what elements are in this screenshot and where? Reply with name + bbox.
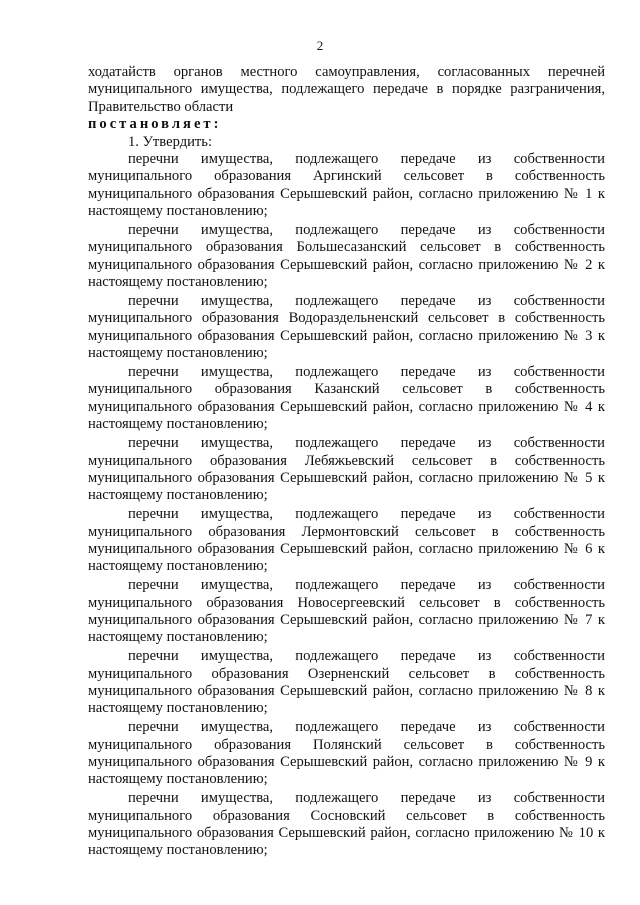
list-item: перечни имущества, подлежащего передаче из собственности муниципального образования Лебяжьевский сельсовет в собственность муниципального образования Серышевский район, согласно приложению № 5 к настоящему постановлению; bbox=[88, 435, 605, 504]
list-item: перечни имущества, подлежащего передаче из собственности муниципального образования Полянский сельсовет в собственность муниципального образования Серышевский район, согласно приложению № 9 к настоящему постановлению; bbox=[88, 719, 605, 788]
list-item: перечни имущества, подлежащего передаче из собственности муниципального образования Новосергеевский сельсовет в собственность муниципального образования Серышевский район, согласно приложению № 7 к настоящему постановлению; bbox=[88, 577, 605, 646]
list-item: перечни имущества, подлежащего передаче из собственности муниципального образования Сосновский сельсовет в собственность муниципального образования Серышевский район, согласно приложению № 10 к настоящему постановлению; bbox=[88, 790, 605, 859]
list-item: перечни имущества, подлежащего передаче из собственности муниципального образования Большесазанский сельсовет в собственность муниципального образования Серышевский район, согласно приложению № 2 к настоящему постановлению; bbox=[88, 222, 605, 291]
list-item: перечни имущества, подлежащего передаче из собственности муниципального образования Водораздельненский сельсовет в собственность муниципального образования Серышевский район, согласно приложению № 3 к настоящему постановлению; bbox=[88, 293, 605, 362]
list-item: перечни имущества, подлежащего передаче из собственности муниципального образования Казанский сельсовет в собственность муниципального образования Серышевский район, согласно приложению № 4 к настоящему постановлению; bbox=[88, 364, 605, 433]
intro-paragraph: ходатайств органов местного самоуправления, согласованных перечней муниципального имущества, подлежащего передаче в порядке разграничения, Правительство области bbox=[88, 64, 605, 115]
point-1-heading: 1. Утвердить: bbox=[128, 133, 213, 150]
list-item: перечни имущества, подлежащего передаче из собственности муниципального образования Аргинский сельсовет в собственность муниципального образования Серышевский район, согласно приложению № 1 к настоящему постановлению; bbox=[88, 151, 605, 220]
page-number: 2 bbox=[316, 38, 324, 53]
list-item: перечни имущества, подлежащего передаче из собственности муниципального образования Лермонтовский сельсовет в собственность муниципального образования Серышевский район, согласно приложению № 6 к настоящему постановлению; bbox=[88, 506, 605, 575]
decree-word: постановляет: bbox=[88, 116, 222, 133]
list-item: перечни имущества, подлежащего передаче из собственности муниципального образования Озерненский сельсовет в собственность муниципального образования Серышевский район, согласно приложению № 8 к настоящему постановлению; bbox=[88, 648, 605, 717]
document-body bbox=[88, 64, 605, 861]
